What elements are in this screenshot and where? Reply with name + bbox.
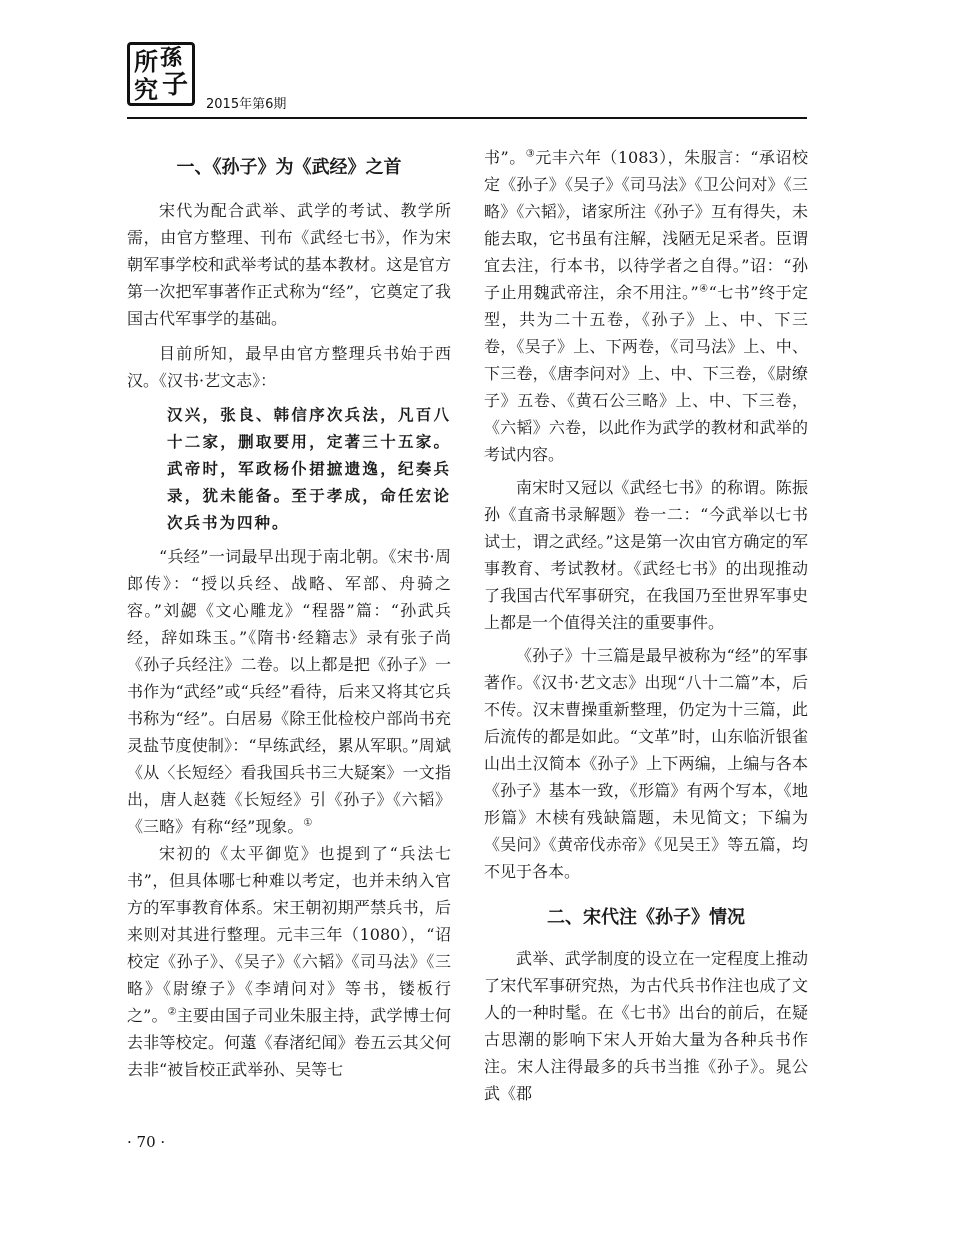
journal-logo (127, 42, 195, 106)
footnote-ref: ② (167, 1006, 177, 1018)
logo-char: 究 (134, 75, 158, 104)
right-column (484, 144, 808, 1107)
paragraph-text: 宋初的《太平御览》也提到了“兵法七书”，但具体哪七种难以考定，也并未纳入官方的军事教育体系。宋王朝初期严禁兵书，后来则对其进行整理。元丰三年（1080），“诏校定《孙子》、《吴子》《六韬》《司马法》《三略》《尉缭子》《李靖问对》等书，镂板行之”。 (127, 844, 451, 1025)
paragraph-text: 主要由国子司业朱服主持，武学博士何去非等校定。何薳《春渚纪闻》卷五云其父何去非“被旨校正武举孙、吴等七 (127, 1006, 451, 1079)
logo-char: 所 (134, 47, 158, 76)
logo-char: 孫 (160, 45, 183, 71)
paragraph: 宋代为配合武举、武学的考试、教学所需，由官方整理、刊布《武经七书》，作为宋朝军事学校和武举考试的基本教材。这是官方第一次把军事著作正式称为“经”，它奠定了我国古代军事学的基础。 (127, 201, 451, 328)
footnote-ref: ④ (698, 283, 709, 295)
paragraph: 武举、武学制度的设立在一定程度上推动了宋代军事研究热，为古代兵书作注也成了文人的一种时髦。在《七书》出台的前后，在疑古思潮的影响下宋人开始大量为各种兵书作注。宋人注得最多的兵书当推《孙子》。晁公武《郡 (484, 949, 808, 1103)
paragraph (484, 144, 808, 468)
paragraph: 目前所知，最早由官方整理兵书始于西汉。《汉书·艺文志》： (127, 344, 451, 390)
section-heading-1: 一、《孙子》为《武经》之首 (176, 157, 402, 178)
paragraph (127, 840, 451, 1083)
block-quote: 汉兴，张良、韩信序次兵法，凡百八十二家，删取要用，定著三十五家。武帝时，军政杨仆捃摭遗逸，纪奏兵录，犹未能备。至于孝成，命任宏论次兵书为四种。 (167, 406, 451, 532)
footnote-ref: ③ (525, 148, 536, 160)
paragraph: 南宋时又冠以《武经七书》的称谓。陈振孙《直斋书录解题》卷一二：“今武举以七书试士，谓之武经。”这是第一次由官方确定的军事教育、考试教材。《武经七书》的出现推动了我国古代军事研究，在我国乃至世界军事史上都是一个值得关注的重要事件。 (484, 478, 808, 632)
header-rule (127, 117, 807, 119)
paragraph (127, 543, 451, 840)
issue-label: 2015年第6期 (206, 97, 287, 112)
logo-char: 子 (162, 70, 189, 100)
paragraph-text: 元丰六年（1083），朱服言：“承诏校定《孙子》《吴子》《司马法》《卫公问对》《三略》《六韬》，诸家所注《孙子》互有得失，未能去取，它书虽有注解，浅陋无足采者。臣谓宜去注，行本书，以待学者之自得。”诏：“孙子止用魏武帝注，余不用注。” (484, 148, 808, 302)
paragraph: 《孙子》十三篇是最早被称为“经”的军事著作。《汉书·艺文志》出现“八十二篇”本，后不传。汉末曹操重新整理，仍定为十三篇，此后流传的都是如此。“文革”时，山东临沂银雀山出土汉简本《孙子》上下两编，上编与各本《孙子》基本一致，《形篇》有两个写本，《地形篇》木椟有残缺篇题，未见简文；下编为《吴问》《黄帝伐赤帝》《见吴王》等五篇，均不见于各本。 (484, 646, 808, 881)
paragraph-text: 书”。 (484, 148, 526, 167)
page-number: · 70 · (127, 1133, 166, 1151)
paragraph-text: “七书”终于定型，共为二十五卷，《孙子》上、中、下三卷，《吴子》上、下两卷，《司马法》上、中、下三卷，《唐李问对》上、中、下三卷，《尉缭子》五卷、《黄石公三略》上、中、下三卷，《六韬》六卷，以此作为武学的教材和武举的考试内容。 (484, 283, 808, 464)
section-heading-2: 二、宋代注《孙子》情况 (547, 907, 745, 928)
footnote-ref: ① (303, 817, 313, 829)
left-column (127, 144, 451, 1083)
paragraph-text: “兵经”一词最早出现于南北朝。《宋书·周郎传》：“授以兵经、战略、军部、舟骑之容。”刘勰《文心雕龙》“程器”篇：“孙武兵经，辞如珠玉。”《隋书·经籍志》录有张子尚《孙子兵经注》二卷。以上都是把《孙子》一书作为“武经”或“兵经”看待，后来又将其它兵书称为“经”。白居易《除王仳检校户部尚书充灵盐节度使制》：“早练武经，累从军职。”周斌《从〈长短经〉看我国兵书三大疑案》一文指出，唐人赵蕤《长短经》引《孙子》《六韬》《三略》有称“经”现象。 (127, 547, 451, 836)
